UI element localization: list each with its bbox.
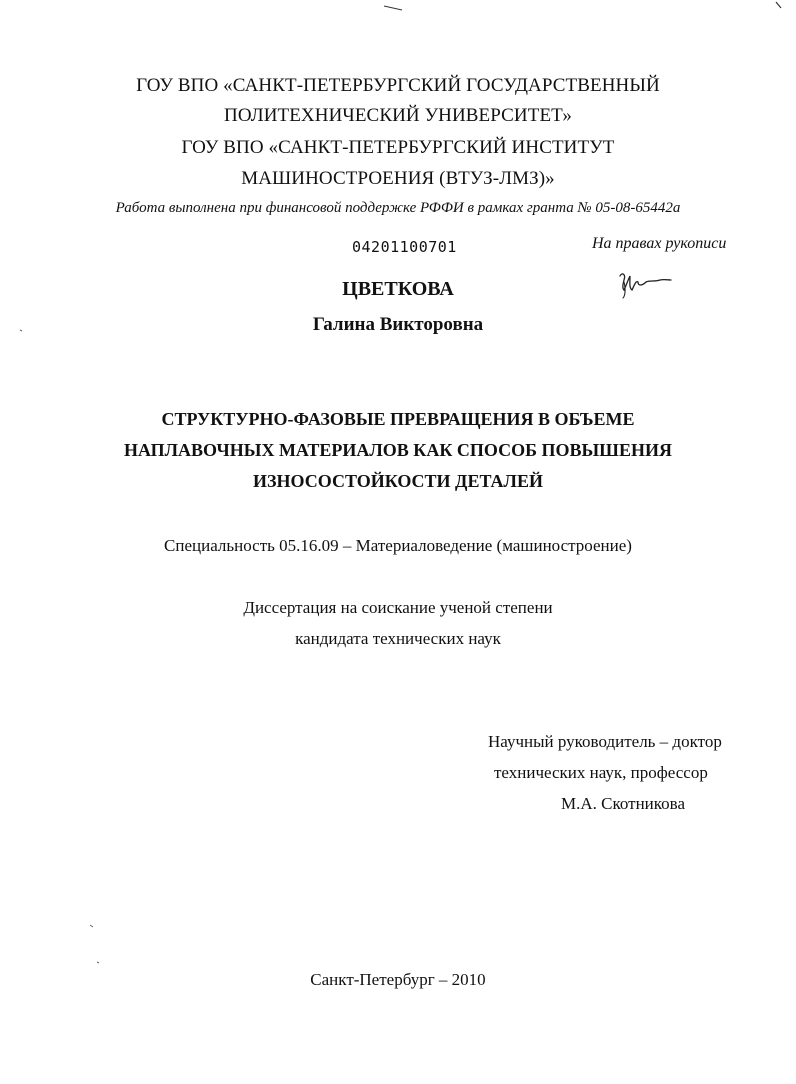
- author-given-names: Галина Викторовна: [312, 314, 484, 335]
- scan-mark-left-2: [90, 925, 93, 927]
- advisor-name: М.А. Скотникова: [561, 794, 686, 813]
- city-year: Санкт-Петербург – 2010: [310, 970, 486, 989]
- organization-line-2: ПОЛИТЕХНИЧЕСКИЙ УНИВЕРСИТЕТ»: [224, 105, 572, 126]
- grant-note: Работа выполнена при финансовой поддержке РФФИ в рамках гранта № 05-08-65442а: [115, 200, 681, 216]
- rights-note: На правах рукописи: [592, 235, 727, 252]
- advisor-line-2: технических наук, профессор: [494, 763, 708, 782]
- thesis-title-line-2: НАПЛАВОЧНЫХ МАТЕРИАЛОВ КАК СПОСОБ ПОВЫШЕНИЯ: [124, 440, 672, 460]
- speciality: Специальность 05.16.09 – Материаловедение (машиностроение): [164, 536, 632, 555]
- organization-line-4: МАШИНОСТРОЕНИЯ (ВТУЗ-ЛМЗ)»: [241, 168, 555, 189]
- organization-line-1: ГОУ ВПО «САНКТ-ПЕТЕРБУРГСКИЙ ГОСУДАРСТВЕННЫЙ: [136, 75, 660, 96]
- thesis-title-line-1: СТРУКТУРНО-ФАЗОВЫЕ ПРЕВРАЩЕНИЯ В ОБЪЕМЕ: [161, 409, 635, 429]
- organization-line-3: ГОУ ВПО «САНКТ-ПЕТЕРБУРГСКИЙ ИНСТИТУТ: [181, 137, 615, 158]
- degree-line-2: кандидата технических наук: [295, 629, 501, 648]
- record-code: 04201100701: [352, 238, 457, 256]
- scan-mark-left-3: [97, 962, 99, 963]
- degree-line-1: Диссертация на соискание ученой степени: [243, 598, 553, 617]
- author-surname: ЦВЕТКОВА: [342, 278, 454, 300]
- scan-mark-corner: [776, 2, 781, 8]
- advisor-line-1: Научный руководитель – доктор: [488, 732, 722, 751]
- thesis-title-line-3: ИЗНОСОСТОЙКОСТИ ДЕТАЛЕЙ: [253, 471, 543, 491]
- scan-mark-top: [384, 6, 402, 10]
